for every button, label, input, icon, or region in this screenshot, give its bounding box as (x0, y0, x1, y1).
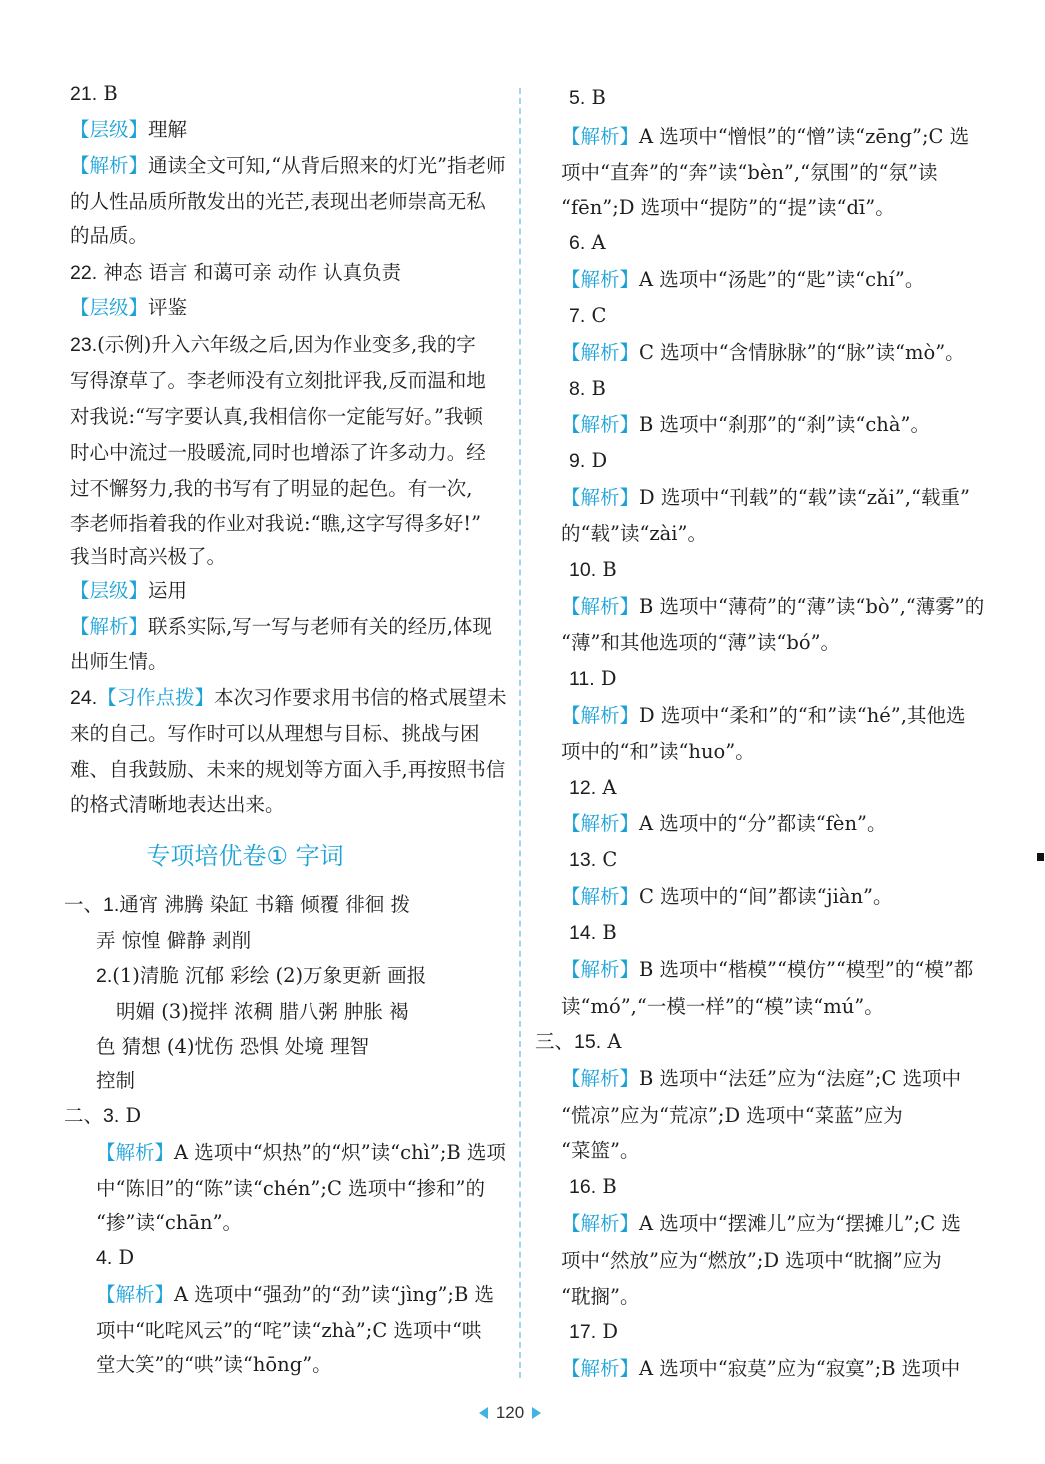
q24-answer-line: 难、自我鼓励、未来的规划等方面入手,再按照书信 (70, 758, 506, 781)
q3-analysis-line: 【解析】A 选项中“炽热”的“炽”读“chì”;B 选项 (96, 1141, 506, 1164)
analysis-tag: 【解析】 (561, 1357, 640, 1380)
q23-answer: 23.(示例)升入六年级之后,因为作业变多,我的字 (70, 333, 476, 356)
q14-analysis-line: 读“mó”,“一模一样”的“模”读“mú”。 (561, 995, 884, 1018)
q4-analysis-line: 项中“叱咤风云”的“咤”读“zhà”;C 选项中“哄 (96, 1319, 482, 1342)
analysis-tag: 【解析】 (561, 812, 640, 835)
part2-q3: 二、3. D (64, 1104, 142, 1127)
q23-analysis-line: 【解析】联系实际,写一写与老师有关的经历,体现 (70, 615, 492, 638)
q5-answer: 5. B (569, 86, 606, 109)
analysis-tag: 【解析】 (561, 958, 640, 981)
q14-answer: 14. B (569, 921, 617, 944)
q24-answer: 24.【习作点拨】本次习作要求用书信的格式展望未 (70, 686, 507, 709)
analysis-tag: 【解析】 (561, 486, 640, 509)
q15-answer: 三、15. A (535, 1030, 622, 1053)
part2-q4: 4. D (96, 1246, 135, 1269)
q7-analysis-line: 【解析】C 选项中“含情脉脉”的“脉”读“mò”。 (561, 341, 965, 364)
part1-q2-line: 色 猜想 (4)忧伤 恐惧 处境 理智 (96, 1035, 370, 1058)
q17-answer: 17. D (569, 1320, 618, 1343)
q23-answer-line: 过不懈努力,我的书写有了明显的起色。有一次, (70, 477, 473, 500)
q23-level: 【层级】运用 (70, 579, 188, 602)
q10-analysis-line: “薄”和其他选项的“薄”读“bó”。 (561, 631, 841, 654)
edge-marker (1037, 853, 1044, 861)
q15-analysis-line: “菜篮”。 (561, 1139, 640, 1162)
q11-answer: 11. D (569, 667, 617, 690)
q10-analysis-line: 【解析】B 选项中“薄荷”的“薄”读“bò”,“薄雾”的 (561, 595, 985, 618)
analysis-tag: 【解析】 (561, 595, 640, 618)
q4-analysis-line: 【解析】A 选项中“强劲”的“劲”读“jìng”;B 选 (96, 1283, 495, 1306)
page-number: 120 (495, 1403, 525, 1422)
q10-answer: 10. B (569, 558, 617, 581)
q23-answer-line: 我当时高兴极了。 (70, 545, 227, 568)
q3-analysis-line: “掺”读“chān”。 (96, 1211, 243, 1234)
q5-analysis-line: 【解析】A 选项中“憎恨”的“憎”读“zēng”;C 选 (561, 125, 970, 148)
triangle-right-icon (532, 1407, 541, 1419)
q4-analysis-line: 堂大笑”的“哄”读“hōng”。 (96, 1353, 332, 1376)
q16-analysis-line: 【解析】A 选项中“摆滩儿”应为“摆摊儿”;C 选 (561, 1212, 961, 1235)
q16-analysis-line: “耽搁”。 (561, 1285, 640, 1308)
q21-answer: 21. B (70, 82, 118, 105)
analysis-tag: 【解析】 (70, 615, 149, 638)
q21-analysis-line: 的品质。 (70, 224, 149, 247)
column-divider (519, 88, 521, 1378)
q6-answer: 6. A (569, 231, 606, 254)
triangle-left-icon (479, 1407, 488, 1419)
q9-answer: 9. D (569, 449, 608, 472)
q23-answer-line: 写得潦草了。李老师没有立刻批评我,反而温和地 (70, 369, 486, 392)
q17-analysis-line: 【解析】A 选项中“寂莫”应为“寂寞”;B 选项中 (561, 1357, 961, 1380)
q23-analysis-line: 出师生情。 (70, 650, 168, 673)
analysis-tag: 【解析】 (561, 1212, 640, 1235)
q12-answer: 12. A (569, 776, 617, 799)
section-title: 专项培优卷① 字词 (146, 842, 344, 870)
q23-answer-line: 对我说:“写字要认真,我相信你一定能写好。”我顿 (70, 405, 483, 428)
q21-analysis-line: 【解析】通读全文可知,“从背后照来的灯光”指老师 (70, 154, 506, 177)
q13-answer: 13. C (569, 848, 618, 871)
q6-analysis-line: 【解析】A 选项中“汤匙”的“匙”读“chí”。 (561, 268, 925, 291)
q22-answer: 22. 神态 语言 和蔼可亲 动作 认真负责 (70, 261, 402, 284)
q24-answer-line: 的格式清晰地表达出来。 (70, 793, 285, 816)
analysis-tag: 【解析】 (70, 154, 149, 177)
q15-analysis-line: 【解析】B 选项中“法廷”应为“法庭”;C 选项中 (561, 1067, 962, 1090)
analysis-tag: 【解析】 (561, 268, 640, 291)
level-tag: 【层级】 (70, 118, 149, 141)
q5-analysis-line: 项中“直奔”的“奔”读“bèn”,“氛围”的“氛”读 (561, 161, 938, 184)
q9-analysis-line: 的“载”读“zài”。 (561, 522, 708, 545)
q3-analysis-line: 中“陈旧”的“陈”读“chén”;C 选项中“掺和”的 (96, 1177, 486, 1200)
analysis-tag: 【解析】 (561, 341, 640, 364)
q11-analysis-line: 【解析】D 选项中“柔和”的“和”读“hé”,其他选 (561, 704, 966, 727)
level-tag: 【层级】 (70, 296, 149, 319)
analysis-tag: 【解析】 (96, 1283, 175, 1306)
q11-analysis-line: 项中的“和”读“huo”。 (561, 740, 755, 763)
tip-tag: 【习作点拨】 (97, 686, 215, 709)
analysis-tag: 【解析】 (96, 1141, 175, 1164)
analysis-tag: 【解析】 (561, 1067, 640, 1090)
q23-answer-line: 时心中流过一股暖流,同时也增添了许多动力。经 (70, 441, 486, 464)
part1-q2: 2.(1)清脆 沉郁 彩绘 (2)万象更新 画报 (96, 964, 427, 987)
analysis-tag: 【解析】 (561, 413, 640, 436)
level-tag: 【层级】 (70, 579, 149, 602)
q8-answer: 8. B (569, 377, 606, 400)
q9-analysis-line: 【解析】D 选项中“刊载”的“载”读“zǎi”,“载重” (561, 486, 970, 509)
page-footer (470, 1400, 550, 1426)
q21-level: 【层级】理解 (70, 118, 188, 141)
q22-level: 【层级】评鉴 (70, 296, 188, 319)
q16-answer: 16. B (569, 1175, 617, 1198)
part1-q1: 一、1.通宵 沸腾 染缸 书籍 倾覆 徘徊 拨 (64, 893, 410, 916)
part1-q2-line: 明媚 (3)搅拌 浓稠 腊八粥 肿胀 褐 (116, 1000, 409, 1023)
q7-answer: 7. C (569, 304, 607, 327)
q21-analysis-line: 的人性品质所散发出的光芒,表现出老师崇高无私 (70, 190, 486, 213)
q23-answer-line: 李老师指着我的作业对我说:“瞧,这字写得多好!” (70, 512, 482, 535)
q12-analysis-line: 【解析】A 选项中的“分”都读“fèn”。 (561, 812, 887, 835)
q8-analysis-line: 【解析】B 选项中“刹那”的“刹”读“chà”。 (561, 413, 930, 436)
q24-answer-line: 来的自己。写作时可以从理想与目标、挑战与困 (70, 722, 480, 745)
q15-analysis-line: “慌凉”应为“荒凉”;D 选项中“菜蓝”应为 (561, 1104, 903, 1127)
q5-analysis-line: “fēn”;D 选项中“提防”的“提”读“dī”。 (561, 196, 895, 219)
part1-q1-line: 弄 惊惶 僻静 剥削 (96, 929, 252, 952)
analysis-tag: 【解析】 (561, 125, 640, 148)
q13-analysis-line: 【解析】C 选项中的“间”都读“jiàn”。 (561, 885, 893, 908)
q14-analysis-line: 【解析】B 选项中“楷模”“模仿”“模型”的“模”都 (561, 958, 974, 981)
q16-analysis-line: 项中“然放”应为“燃放”;D 选项中“眈搁”应为 (561, 1249, 942, 1272)
analysis-tag: 【解析】 (561, 885, 640, 908)
analysis-tag: 【解析】 (561, 704, 640, 727)
part1-q2-line: 控制 (96, 1069, 136, 1092)
